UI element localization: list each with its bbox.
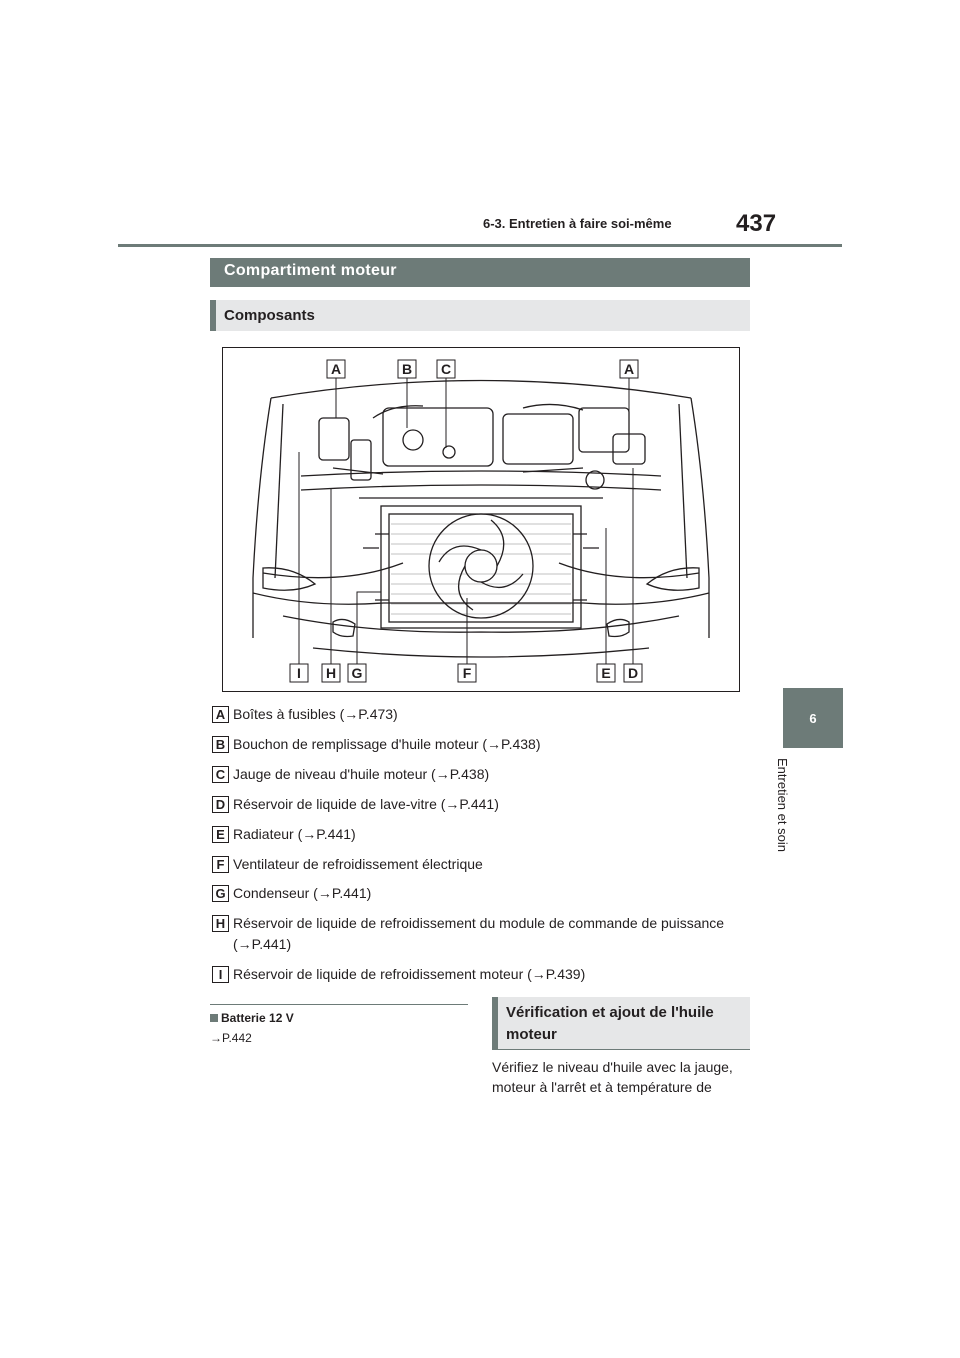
page-number: 437 <box>736 210 777 237</box>
legend-key: C <box>212 766 229 783</box>
oil-title-line2: moteur <box>506 1026 557 1043</box>
legend-text: Réservoir de liquide de refroidissement du module de commande de puissance <box>233 915 725 931</box>
note-divider <box>210 1004 468 1005</box>
callout-top: A <box>623 361 635 377</box>
oil-body-text <box>492 1057 754 1097</box>
legend-key: I <box>212 966 229 983</box>
callout-bottom: F <box>462 665 472 681</box>
legend-item <box>212 883 371 903</box>
legend-text: Réservoir de liquide de lave-vitre (→P.441) <box>233 796 499 812</box>
battery-note-title <box>210 1011 294 1025</box>
legend-key: D <box>212 796 229 813</box>
chapter-side-label <box>770 758 810 868</box>
legend-text: Jauge de niveau d'huile moteur (→P.438) <box>233 766 490 782</box>
legend-text: Boîtes à fusibles (→P.473) <box>233 706 398 722</box>
legend-text: Condenseur (→P.441) <box>233 885 372 901</box>
section-header <box>210 258 750 287</box>
section-title: Compartiment moteur <box>224 262 397 279</box>
legend-key: B <box>212 736 229 753</box>
legend-item <box>212 734 540 754</box>
legend-key: H <box>212 915 229 932</box>
oil-body-line2: moteur à l'arrêt et à température de <box>492 1079 712 1095</box>
legend-text-continued: (→P.441) <box>233 936 292 952</box>
callout-bottom: E <box>601 665 611 681</box>
battery-page-reference: →P.442 <box>210 1031 252 1045</box>
callout-top: A <box>330 361 342 377</box>
chapter-title: Entretien et soin <box>775 758 790 852</box>
chapter-number: 6 <box>809 710 817 726</box>
callout-bottom: D <box>627 665 639 681</box>
bullet-square-icon <box>210 1014 218 1022</box>
oil-title-line1: Vérification et ajout de l'huile <box>506 1004 714 1021</box>
oil-section-divider <box>492 1049 750 1050</box>
running-header-section: 6-3. Entretien à faire soi-même <box>483 216 672 231</box>
battery-title-text: Batterie 12 V <box>221 1011 294 1025</box>
legend-item <box>212 964 585 984</box>
callout-bottom: G <box>351 665 363 681</box>
callout-bottom: H <box>325 665 337 681</box>
callout-bottom: I <box>297 665 301 681</box>
legend-key: E <box>212 826 229 843</box>
legend-key: F <box>212 856 229 873</box>
oil-body-line1: Vérifiez le niveau d'huile avec la jauge, <box>492 1059 733 1075</box>
engine-compartment-figure <box>222 347 740 692</box>
oil-section-header <box>492 997 750 1049</box>
legend-item <box>212 824 356 844</box>
chapter-tab <box>783 688 843 748</box>
legend-text: Réservoir de liquide de refroidissement moteur (→P.439) <box>233 966 586 982</box>
legend-key: A <box>212 706 229 723</box>
callout-top: B <box>401 361 413 377</box>
subsection-title: Composants <box>224 307 315 324</box>
legend-text: Bouchon de remplissage d'huile moteur (→P.438) <box>233 736 541 752</box>
legend-item <box>212 794 499 814</box>
legend-text: Radiateur (→P.441) <box>233 826 356 842</box>
callout-top: C <box>440 361 452 377</box>
subsection-header <box>210 300 750 331</box>
legend-item <box>212 854 483 874</box>
legend-key: G <box>212 885 229 902</box>
legend-item <box>212 704 398 724</box>
engine-illustration <box>223 348 739 691</box>
header-divider <box>118 244 842 247</box>
legend-item <box>212 764 489 784</box>
legend-text: Ventilateur de refroidissement électrique <box>233 856 483 872</box>
legend-item <box>212 913 724 933</box>
